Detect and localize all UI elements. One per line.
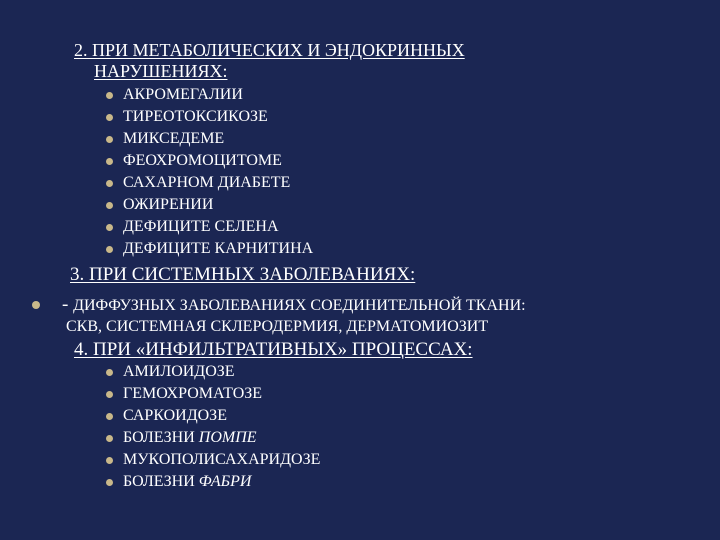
heading-systemic-text: 3. ПРИ СИСТЕМНЫХ ЗАБОЛЕВАНИЯХ: [70,264,416,285]
systemic-block [32,294,526,337]
list-item-label: ФЕОХРОМОЦИТОМЕ [123,152,282,169]
list-item-label: ГЕМОХРОМАТОЗЕ [123,385,263,402]
list-item-label: МИКСЕДЕМЕ [123,130,225,147]
bullet-icon [106,391,113,398]
heading-infiltrative-text: 4. ПРИ «ИНФИЛЬТРАТИВНЫХ» ПРОЦЕССАХ: [74,339,473,360]
heading-infiltrative [74,339,473,360]
heading-metabolic [74,40,465,82]
bullet-icon [106,180,113,187]
list-item-italic: ПОМПЕ [198,429,257,446]
infiltrative-list [106,361,320,493]
systemic-line-1-text: ДИФФУЗНЫХ ЗАБОЛЕВАНИЯХ СОЕДИНИТЕЛЬНОЙ ТКАНИ: [73,297,526,314]
bullet-icon [106,224,113,231]
heading-systemic [70,264,415,285]
list-item-label: ДЕФИЦИТЕ СЕЛЕНА [123,218,279,235]
bullet-icon [106,92,113,99]
bullet-icon [106,136,113,143]
heading-metabolic-line2: НАРУШЕНИЯХ: [94,61,228,81]
list-item-label: ОЖИРЕНИИ [123,196,214,213]
list-item [106,84,313,106]
list-item [106,238,313,260]
list-item [106,150,313,172]
list-item-label: АКРОМЕГАЛИИ [123,86,243,103]
bullet-icon [32,301,40,309]
bullet-icon [106,457,113,464]
systemic-line-1 [32,294,526,316]
list-item [106,172,313,194]
bullet-icon [106,202,113,209]
list-item-label: АМИЛОИДОЗЕ [123,363,235,380]
heading-metabolic-line1: 2. ПРИ МЕТАБОЛИЧЕСКИХ И ЭНДОКРИННЫХ [74,40,465,60]
list-item-italic: ФАБРИ [198,473,252,490]
list-item-label: ТИРЕОТОКСИКОЗЕ [123,108,268,125]
systemic-line-2: СКВ, СИСТЕМНАЯ СКЛЕРОДЕРМИЯ, ДЕРМАТОМИОЗИТ [66,318,489,335]
list-item [106,216,313,238]
systemic-dash: - [62,294,74,315]
bullet-icon [106,246,113,253]
list-item [106,471,320,493]
list-item [106,194,313,216]
list-item [106,361,320,383]
list-item [106,106,313,128]
list-item-label: ДЕФИЦИТЕ КАРНИТИНА [123,240,314,257]
bullet-icon [106,479,113,486]
bullet-icon [106,158,113,165]
list-item-label: МУКОПОЛИСАХАРИДОЗЕ [123,451,321,468]
bullet-icon [106,114,113,121]
list-item [106,449,320,471]
list-item [106,128,313,150]
list-item-label: БОЛЕЗНИ [123,473,199,490]
list-item-label: САРКОИДОЗЕ [123,407,227,424]
bullet-icon [106,435,113,442]
list-item [106,427,320,449]
bullet-icon [106,413,113,420]
list-item [106,383,320,405]
list-item [106,405,320,427]
metabolic-list [106,84,313,260]
list-item-label: БОЛЕЗНИ [123,429,199,446]
list-item-label: САХАРНОМ ДИАБЕТЕ [123,174,291,191]
bullet-icon [106,369,113,376]
